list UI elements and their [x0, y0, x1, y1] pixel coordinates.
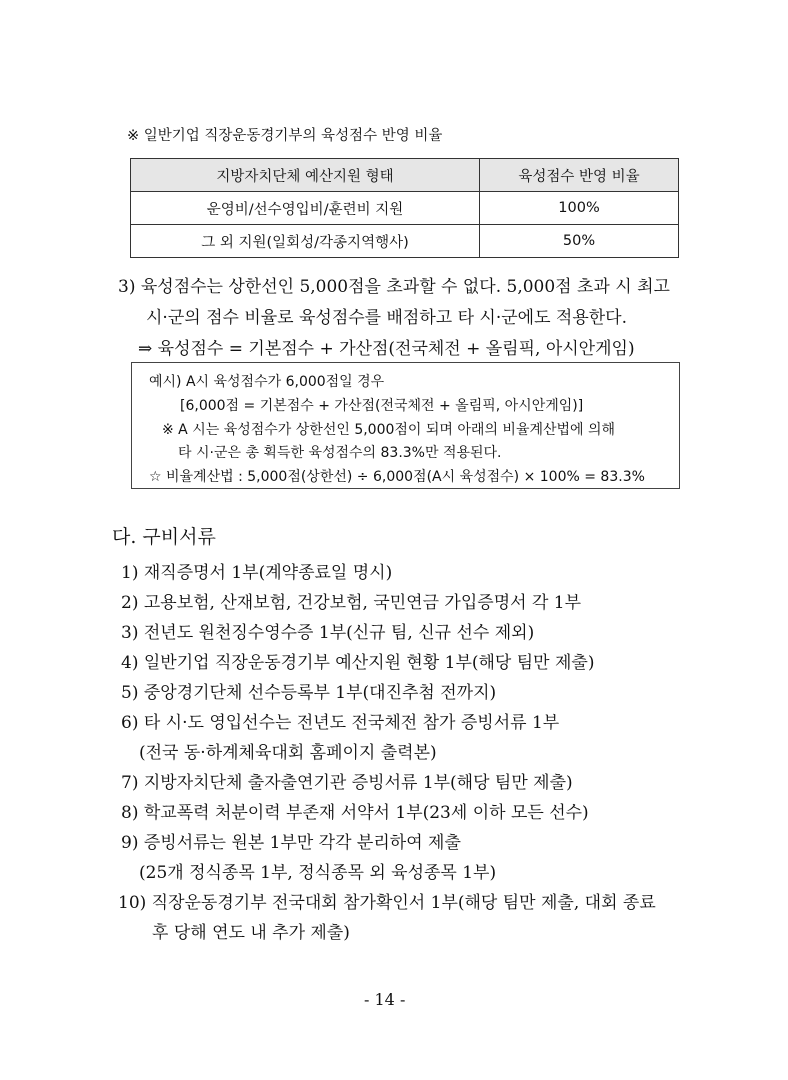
list-item-continued: 후 당해 연도 내 추가 제출)	[152, 923, 350, 943]
example-line: ※ A 시는 육성점수가 상한선인 5,000점이 되며 아래의 비율계산법에 의해	[162, 422, 616, 438]
example-line: 타 시·군은 총 획득한 육성점수의 83.3%만 적용된다.	[178, 445, 502, 461]
list-item: 1) 재직증명서 1부(계약종료일 명시)	[121, 563, 393, 583]
table-header-cell: 지방자치단체 예산지원 형태	[131, 159, 480, 192]
example-line: [6,000점 = 기본점수 + 가산점(전국체전 + 올림픽, 아시안게임)]	[180, 398, 584, 414]
list-item: 7) 지방자치단체 출자출연기관 증빙서류 1부(해당 팀만 제출)	[121, 773, 573, 793]
list-item: 10) 직장운동경기부 전국대회 참가확인서 1부(해당 팀만 제출, 대회 종료	[118, 893, 656, 913]
item-3-line-2: 시·군의 점수 비율로 육성점수를 배점하고 타 시·군에도 적용한다.	[146, 308, 628, 328]
score-formula: ⇒ 육성점수 = 기본점수 + 가산점(전국체전 + 올림픽, 아시안게임)	[138, 339, 635, 359]
page-number: - 14 -	[364, 990, 406, 1009]
table-header-cell: 육성점수 반영 비율	[480, 159, 679, 192]
section-heading: 다. 구비서류	[112, 526, 216, 548]
item-3-line-1: 3) 육성점수는 상한선인 5,000점을 초과할 수 없다. 5,000점 초과 시 최고	[118, 277, 670, 297]
list-item: 4) 일반기업 직장운동경기부 예산지원 현황 1부(해당 팀만 제출)	[121, 653, 595, 673]
ratio-table	[130, 158, 679, 258]
table-cell: 50%	[480, 225, 679, 258]
list-item-continued: (25개 정식종목 1부, 정식종목 외 육성종목 1부)	[139, 863, 497, 883]
table-row	[131, 192, 679, 225]
list-item: 6) 타 시·도 영입선수는 전년도 전국체전 참가 증빙서류 1부	[121, 713, 560, 733]
ratio-note-title: ※ 일반기업 직장운동경기부의 육성점수 반영 비율	[127, 128, 443, 144]
ratio-calculation: ☆ 비율계산법 : 5,000점(상한선) ÷ 6,000점(A시 육성점수) × 100% = 83.3%	[149, 469, 645, 485]
example-box	[131, 362, 680, 489]
list-item: 9) 증빙서류는 원본 1부만 각각 분리하여 제출	[121, 833, 461, 853]
list-item: 8) 학교폭력 처분이력 부존재 서약서 1부(23세 이하 모든 선수)	[121, 803, 589, 823]
table-cell: 그 외 지원(일회성/각종지역행사)	[131, 225, 480, 258]
table-cell: 운영비/선수영입비/훈련비 지원	[131, 192, 480, 225]
table-cell: 100%	[480, 192, 679, 225]
example-line: 예시) A시 육성점수가 6,000점일 경우	[149, 374, 385, 390]
list-item: 3) 전년도 원천징수영수증 1부(신규 팀, 신규 선수 제외)	[121, 623, 535, 643]
list-item-continued: (전국 동·하계체육대회 홈페이지 출력본)	[139, 743, 437, 763]
table-row	[131, 225, 679, 258]
list-item: 5) 중앙경기단체 선수등록부 1부(대진추첨 전까지)	[121, 683, 497, 703]
list-item: 2) 고용보험, 산재보험, 건강보험, 국민연금 가입증명서 각 1부	[121, 593, 582, 613]
table-header-row	[131, 159, 679, 192]
